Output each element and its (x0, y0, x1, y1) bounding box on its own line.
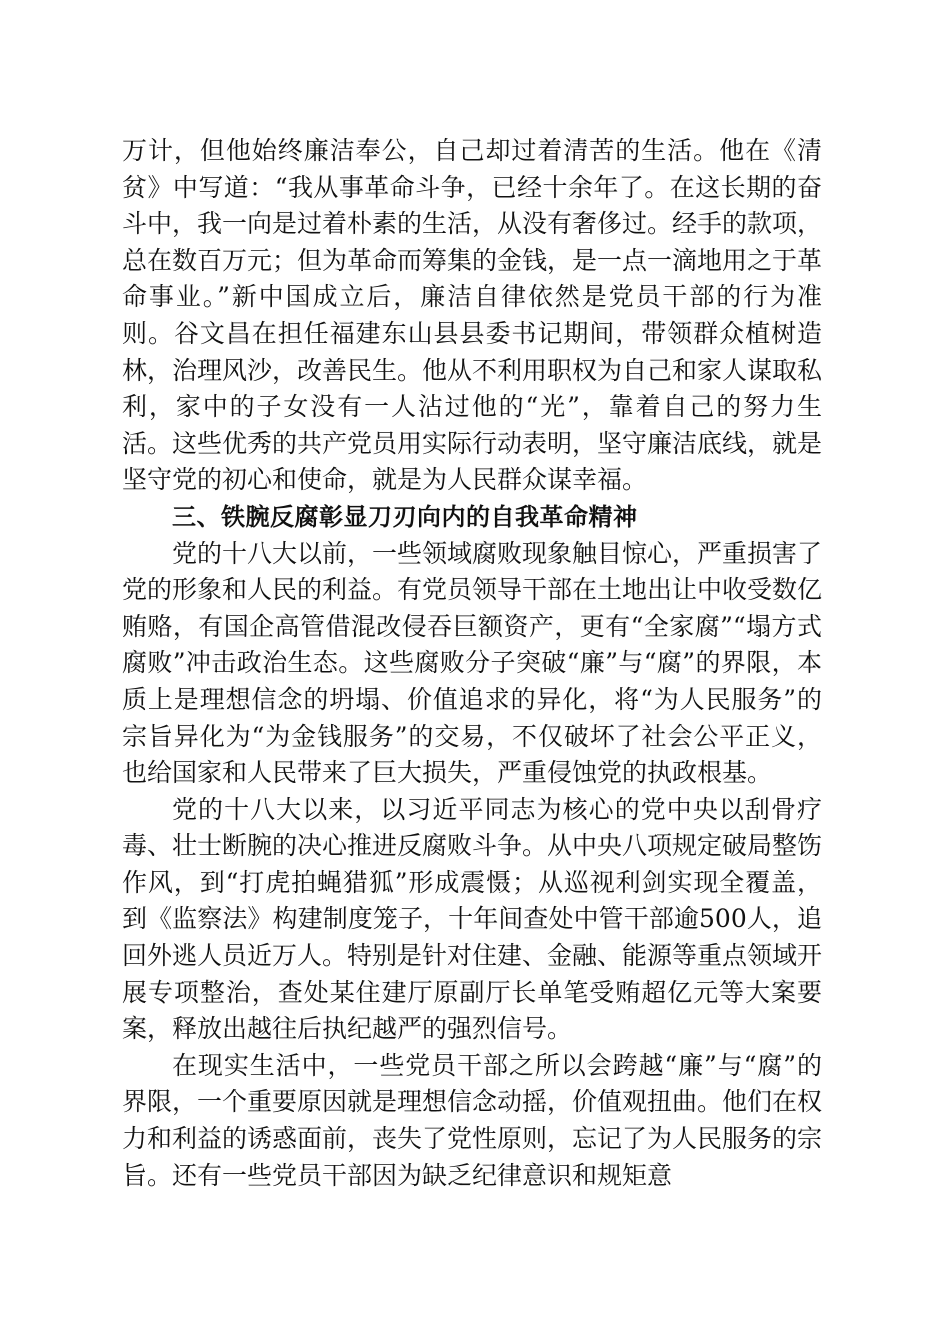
paragraph-since-18th-congress: 党的十八大以来，以习近平同志为核心的党中央以刮骨疗毒、壮士断腕的决心推进反腐败斗争。从中央八项规定破局整饬作风，到“打虎拍蝇猎狐”形成震慑；从巡视利剑实现全覆盖，到《监察法》构建制度笼子，十年间查处中管干部逾500人，追回外逃人员近万人。特别是针对住建、金融、能源等重点领域开展专项整治，查处某住建厅原副厅长单笔受贿超亿元等大案要案，释放出越往后执纪越严的强烈信号。 (122, 794, 823, 1044)
paragraph-continued: 万计，但他始终廉洁奉公，自己却过着清苦的生活。他在《清贫》中写道：“我从事革命斗争，已经十余年了。在这长期的奋斗中，我一向是过着朴素的生活，从没有奢侈过。经手的款项，总在数百万元；但为革命而筹集的金钱，是一点一滴地用之于革命事业。”新中国成立后，廉洁自律依然是党员干部的行为准则。谷文昌在担任福建东山县县委书记期间，带领群众植树造林，治理风沙，改善民生。他从不利用职权为自己和家人谋取私利，家中的子女没有一人沾过他的“光”，靠着自己的努力生活。这些优秀的共产党员用实际行动表明，坚守廉洁底线，就是坚守党的初心和使命，就是为人民群众谋幸福。 (122, 136, 823, 495)
section-heading-3: 三、铁腕反腐彰显刀刃向内的自我革命精神 (172, 502, 638, 531)
paragraph-real-life: 在现实生活中，一些党员干部之所以会跨越“廉”与“腐”的界限，一个重要原因就是理想信念动摇，价值观扭曲。他们在权力和利益的诱惑面前，丧失了党性原则，忘记了为人民服务的宗旨。还有一些党员干部因为缺乏纪律意识和规矩意 (122, 1050, 823, 1190)
document-body (122, 133, 822, 1194)
paragraph-before-18th-congress: 党的十八大以前，一些领域腐败现象触目惊心，严重损害了党的形象和人民的利益。有党员领导干部在土地出让中收受数亿贿赂，有国企高管借混改侵吞巨额资产，更有“全家腐”“塌方式腐败”冲击政治生态。这些腐败分子突破“廉”与“腐”的界限，本质上是理想信念的坍塌、价值追求的异化，将“为人民服务”的宗旨异化为“为金钱服务”的交易，不仅破坏了社会公平正义，也给国家和人民带来了巨大损失，严重侵蚀党的执政根基。 (122, 538, 823, 788)
